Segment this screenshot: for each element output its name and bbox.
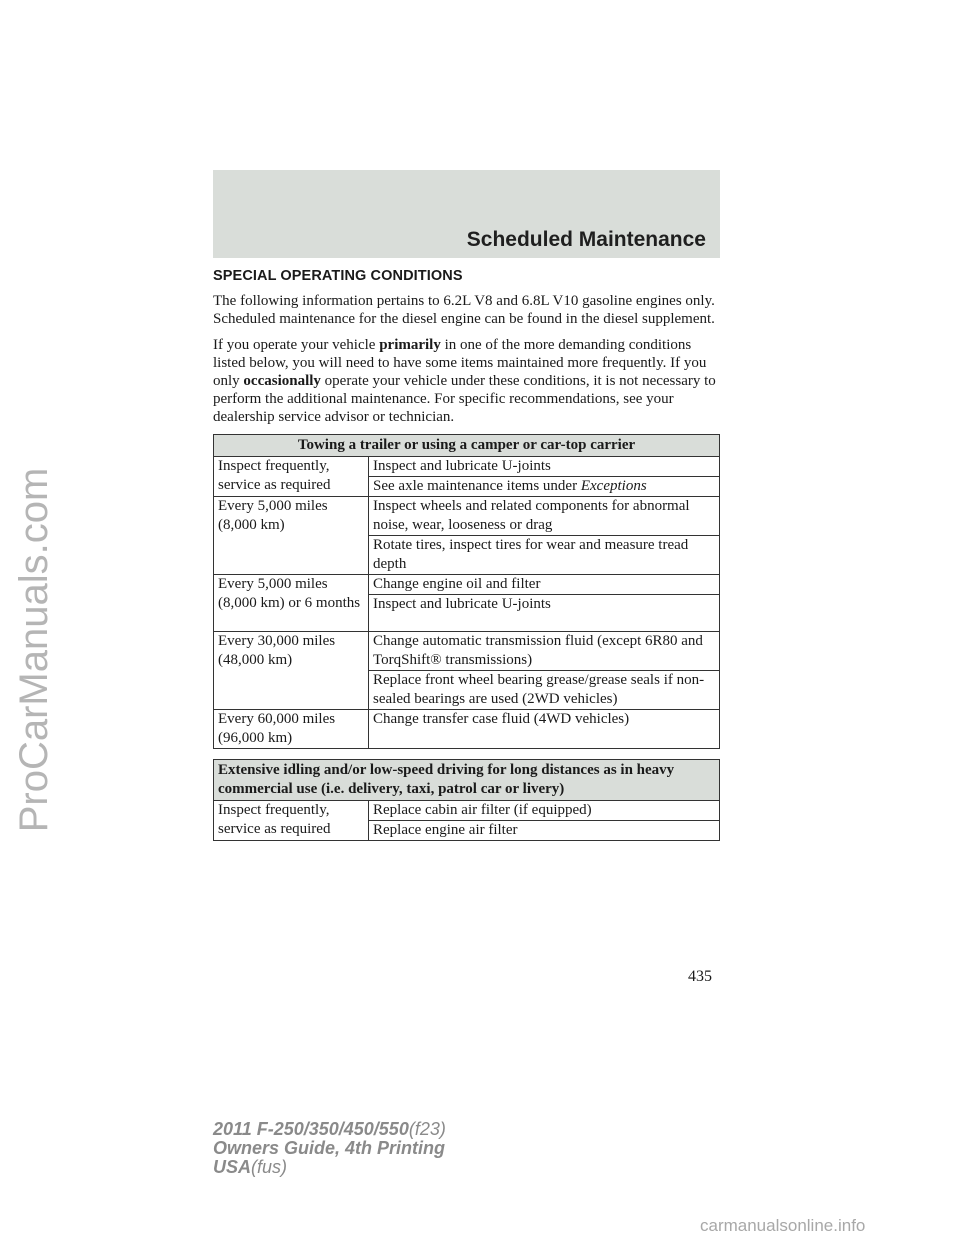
service-cell: Replace front wheel bearing grease/grease seals if non-sealed bearings are used (2WD vehicles) [369,671,720,710]
footer-guide: Owners Guide, 4th Printing [213,1138,446,1158]
intro-paragraph: The following information pertains to 6.2L V8 and 6.8L V10 gasoline engines only. Scheduled maintenance for the diesel engine can be found in the diesel supplement. [213,293,715,327]
side-watermark: ProCarManuals.com [12,467,56,833]
table-row [214,710,720,749]
table-row [214,457,720,477]
footer-region-code: (fus) [251,1157,288,1177]
table-spacer [214,749,720,760]
page-content [213,268,720,841]
service-cell [369,477,720,497]
exceptions-reference: Exceptions [580,478,647,494]
conditions-paragraph [213,336,720,426]
service-cell: Inspect and lubricate U-joints [369,457,720,477]
para-text-2: in one of the more demanding conditions listed below, you will need to have some items maintained more frequently. If you only [213,337,707,389]
section-heading: SPECIAL OPERATING CONDITIONS [213,268,463,284]
table-row [214,801,720,821]
table2-header: Extensive idling and/or low-speed driving for long distances as in heavy commercial use (i.e. delivery, taxi, patrol car or livery) [214,760,720,801]
table-header-row [214,760,720,801]
service-cell: Replace cabin air filter (if equipped) [369,801,720,821]
service-cell: Inspect wheels and related components for abnormal noise, wear, looseness or drag [369,497,720,536]
service-cell: Change transfer case fluid (4WD vehicles) [369,710,720,749]
table-spacer-cell [214,749,720,760]
service-text: See axle maintenance items under [373,478,581,494]
interval-cell: Inspect frequently, service as required [214,801,369,841]
service-cell: Rotate tires, inspect tires for wear and measure tread depth [369,536,720,575]
footer-region: USA [213,1157,252,1177]
footer-line-3 [213,1158,446,1177]
para-emphasis-primarily: primarily [379,337,441,353]
page-number: 435 [688,968,712,985]
interval-cell: Every 30,000 miles (48,000 km) [214,632,369,710]
footer [213,1120,446,1177]
service-cell: Inspect and lubricate U-joints [369,595,720,632]
interval-cell: Every 5,000 miles (8,000 km) [214,497,369,575]
table1-header: Towing a trailer or using a camper or car-top carrier [214,435,720,457]
para-text-3: operate your vehicle under these conditions, it is not necessary to perform the additional maintenance. For specific recommendations, see your dealership service advisor or technician. [213,373,716,425]
footer-model: 2011 F-250/350/450/550 [213,1119,409,1139]
interval-cell: Every 60,000 miles (96,000 km) [214,710,369,749]
table-row [214,575,720,595]
interval-cell: Inspect frequently, service as required [214,457,369,497]
service-cell: Change automatic transmission fluid (except 6R80 and TorqShift® transmissions) [369,632,720,671]
interval-cell: Every 5,000 miles (8,000 km) or 6 months [214,575,369,632]
table-header-row [214,435,720,457]
para-text-1: If you operate your vehicle [213,337,380,353]
table-row [214,632,720,671]
footer-model-code: (f23) [408,1119,446,1139]
service-cell: Change engine oil and filter [369,575,720,595]
para-emphasis-occasionally: occasionally [243,373,321,389]
bottom-watermark: carmanualsonline.info [700,1216,866,1235]
table-row [214,497,720,536]
service-cell: Replace engine air filter [369,821,720,841]
page-title: Scheduled Maintenance [466,228,706,251]
maintenance-table [213,434,720,841]
footer-line-1 [213,1120,446,1139]
header-band [213,170,720,258]
side-watermark-container [0,0,60,1242]
